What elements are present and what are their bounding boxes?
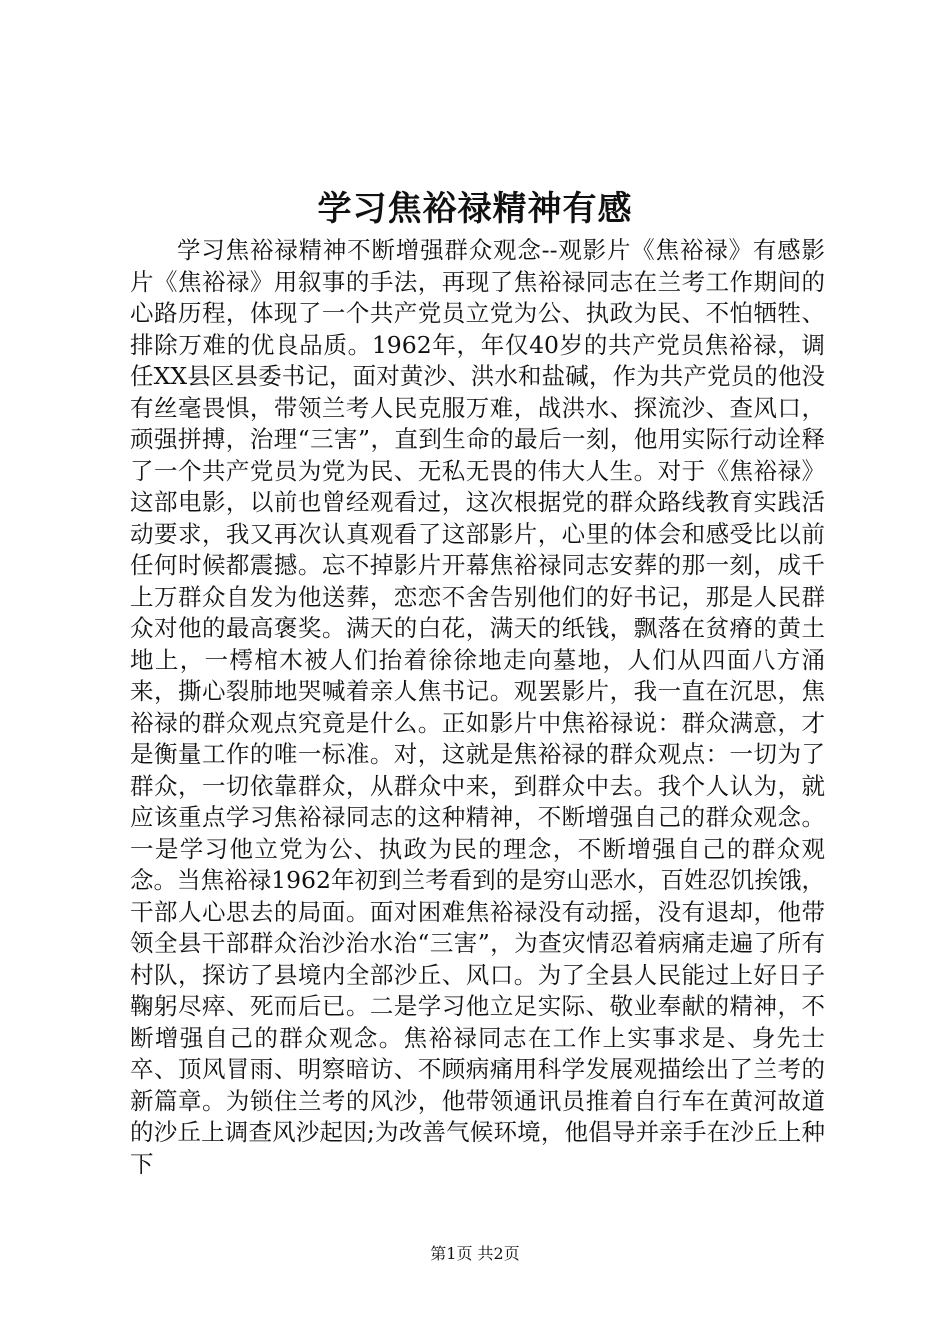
document-title: 学习焦裕禄精神有感 xyxy=(317,189,633,229)
page-number-footer: 第1页 共2页 xyxy=(430,1244,520,1263)
document-body-paragraph: 学习焦裕禄精神不断增强群众观念--观影片《焦裕禄》有感影片《焦裕禄》用叙事的手法，再现了焦裕禄同志在兰考工作期间的心路历程，体现了一个共产党员立党为公、执政为民、不怕牺牲、排除万难的优良品质。1962年，年仅40岁的共产党员焦裕禄，调任XX县区县委书记，面对黄沙、洪水和盐碱，作为共产党员的他没有丝毫畏惧，带领兰考人民克服万难，战洪水、探流沙、查风口，顽强拼搏，治理“三害”，直到生命的最后一刻，他用实际行动诠释了一个共产党员为党为民、无私无畏的伟大人生。对于《焦裕禄》这部电影，以前也曾经观看过，这次根据党的群众路线教育实践活动要求，我又再次认真观看了这部影片，心里的体会和感受比以前任何时候都震撼。忘不掉影片开幕焦裕禄同志安葬的那一刻，成千上万群众自发为他送葬，恋恋不舍告别他们的好书记，那是人民群众对他的最高褒奖。满天的白花，满天的纸钱，飘落在贫瘠的黄土地上，一樗棺木被人们抬着徐徐地走向墓地，人们从四面八方涌来，撕心裂肺地哭喊着亲人焦书记。观罢影片，我一直在沉思，焦裕禄的群众观点究竟是什么。正如影片中焦裕禄说：群众满意，才是衡量工作的唯一标准。对，这就是焦裕禄的群众观点：一切为了群众，一切依靠群众，从群众中来，到群众中去。我个人认为，就应该重点学习焦裕禄同志的这种精神，不断增强自己的群众观念。一是学习他立党为公、执政为民的理念，不断增强自己的群众观念。当焦裕禄1962年初到兰考看到的是穷山恶水，百姓忍饥挨饿，干部人心思去的局面。面对困难焦裕禄没有动摇，没有退却，他带领全县干部群众治沙治水治“三害”，为查灾情忍着病痛走遍了所有村队，探访了县境内全部沙丘、风口。为了全县人民能过上好日子鞠躬尽瘁、死而后已。二是学习他立足实际、敬业奉献的精神，不断增强自己的群众观念。焦裕禄同志在工作上实事求是、身先士卒、顶风冒雨、明察暗访、不顾病痛用科学发展观描绘出了兰考的新篇章。为锁住兰考的风沙，他带领通讯员推着自行车在黄河故道的沙丘上调查风沙起因;为改善气候环境，他倡导并亲手在沙丘上种下 xyxy=(130,236,825,1178)
